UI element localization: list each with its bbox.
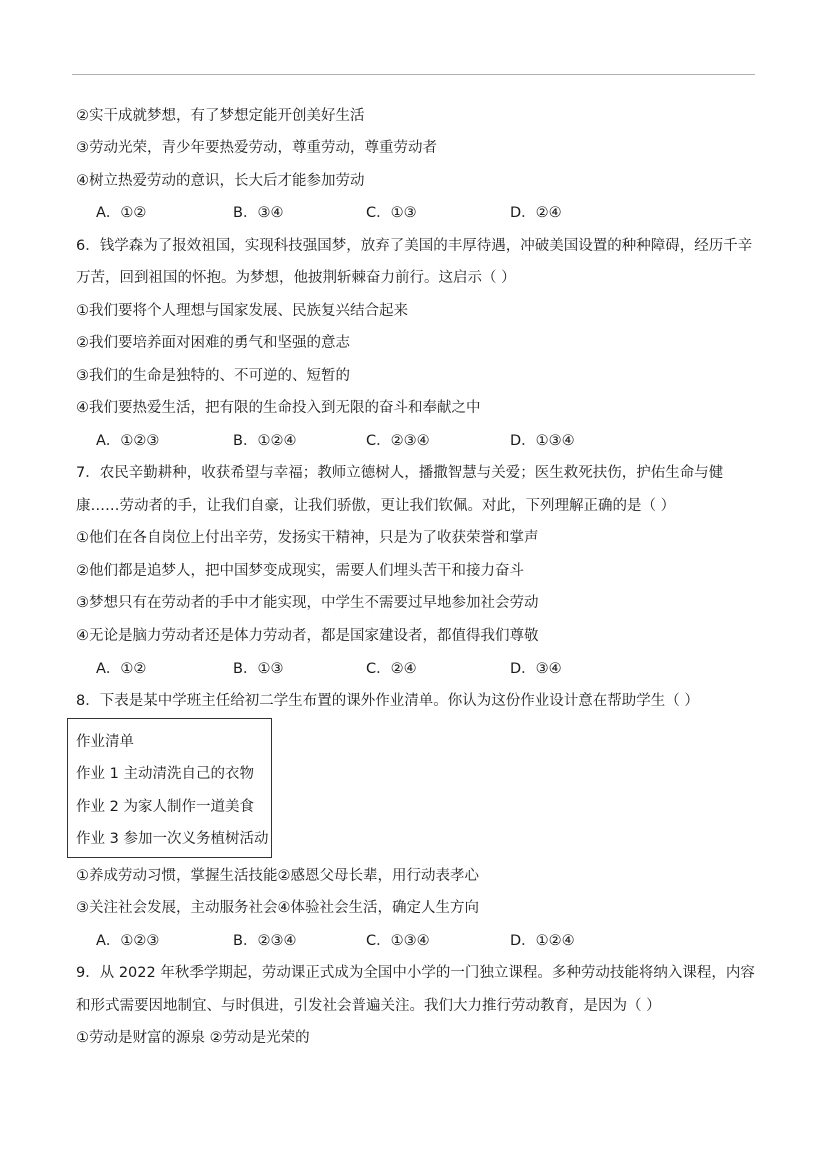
q6-item-3: ③我们的生命是独特的、不可逆的、短暂的 [76,368,350,384]
q6-stem-line-1: 6．钱学森为了报效祖国，实现科技强国梦，放弃了美国的丰厚待遇，冲破美国设置的种种障碍，经历千辛 [76,238,753,254]
homework-table [67,718,272,858]
q5-option-a[interactable]: A．①② [96,205,147,221]
q5-option-b[interactable]: B．③④ [233,205,284,221]
q7-item-2: ②他们都是追梦人，把中国梦变成现实，需要人们埋头苦干和接力奋斗 [76,563,524,579]
q7-option-b[interactable]: B．①③ [233,661,284,677]
q8-option-d[interactable]: D．①②④ [510,933,575,949]
q7-option-d[interactable]: D．③④ [510,661,562,677]
q9-items-line-1: ①劳动是财富的源泉 ②劳动是光荣的 [76,1030,310,1046]
q5-option-c[interactable]: C．①③ [366,205,417,221]
q6-stem-line-2: 万苦，回到祖国的怀抱。为梦想，他披荆斩棘奋力前行。这启示（ ） [76,270,516,286]
q8-option-c[interactable]: C．①③④ [366,933,430,949]
q5-item-2: ②实干成就梦想，有了梦想定能开创美好生活 [76,108,365,124]
q7-item-4: ④无论是脑力劳动者还是体力劳动者，都是国家建设者，都值得我们尊敬 [76,628,539,644]
q7-options [96,659,656,679]
q8-options [96,931,656,951]
q6-option-a[interactable]: A．①②③ [96,433,160,449]
q9-stem-line-2: 和形式需要因地制宜、与时俱进，引发社会普遍关注。我们大力推行劳动教育，是因为（ ） [76,998,661,1014]
q8-option-b[interactable]: B．②③④ [233,933,297,949]
q6-item-2: ②我们要培养面对困难的勇气和坚强的意志 [76,335,350,351]
q6-options [96,431,656,451]
q7-stem-line-2: 康……劳动者的手，让我们自豪，让我们骄傲，更让我们钦佩。对此，下列理解正确的是（ ） [76,498,676,514]
q8-items-line-1: ①养成劳动习惯，掌握生活技能②感恩父母长辈，用行动表孝心 [76,868,479,884]
homework-table-title: 作业清单 [76,734,134,750]
q6-item-4: ④我们要热爱生活，把有限的生命投入到无限的奋斗和奉献之中 [76,400,481,416]
q8-items-line-2: ③关注社会发展，主动服务社会④体验社会生活，确定人生方向 [76,900,479,916]
q9-stem-line-1: 9．从 2022 年秋季学期起，劳动课正式成为全国中小学的一门独立课程。多种劳动技能将纳入课程，内容 [76,965,755,981]
q5-item-4: ④树立热爱劳动的意识，长大后才能参加劳动 [76,173,365,189]
q8-stem: 8．下表是某中学班主任给初二学生布置的课外作业清单。你认为这份作业设计意在帮助学生（ ） [76,693,699,709]
header-rule [72,74,755,75]
q6-option-b[interactable]: B．①②④ [233,433,297,449]
q5-option-d[interactable]: D．②④ [510,205,562,221]
q8-option-a[interactable]: A．①②③ [96,933,160,949]
homework-table-row: 作业 2 为家人制作一道美食 [76,799,254,815]
q7-option-a[interactable]: A．①② [96,661,147,677]
homework-table-row: 作业 1 主动清洗自己的衣物 [76,766,254,782]
q7-stem-line-1: 7．农民辛勤耕种，收获希望与幸福；教师立德树人，播撒智慧与关爱；医生救死扶伤，护佑生命与健 [76,465,724,481]
q7-item-3: ③梦想只有在劳动者的手中才能实现，中学生不需要过早地参加社会劳动 [76,595,539,611]
q5-options [96,203,656,223]
q6-option-c[interactable]: C．②③④ [366,433,430,449]
q5-item-3: ③劳动光荣，青少年要热爱劳动，尊重劳动，尊重劳动者 [76,140,437,156]
q6-item-1: ①我们要将个人理想与国家发展、民族复兴结合起来 [76,303,408,319]
q7-item-1: ①他们在各自岗位上付出辛劳，发扬实干精神，只是为了收获荣誉和掌声 [76,530,539,546]
homework-table-row: 作业 3 参加一次义务植树活动 [76,831,269,847]
q7-option-c[interactable]: C．②④ [366,661,417,677]
q6-option-d[interactable]: D．①③④ [510,433,575,449]
